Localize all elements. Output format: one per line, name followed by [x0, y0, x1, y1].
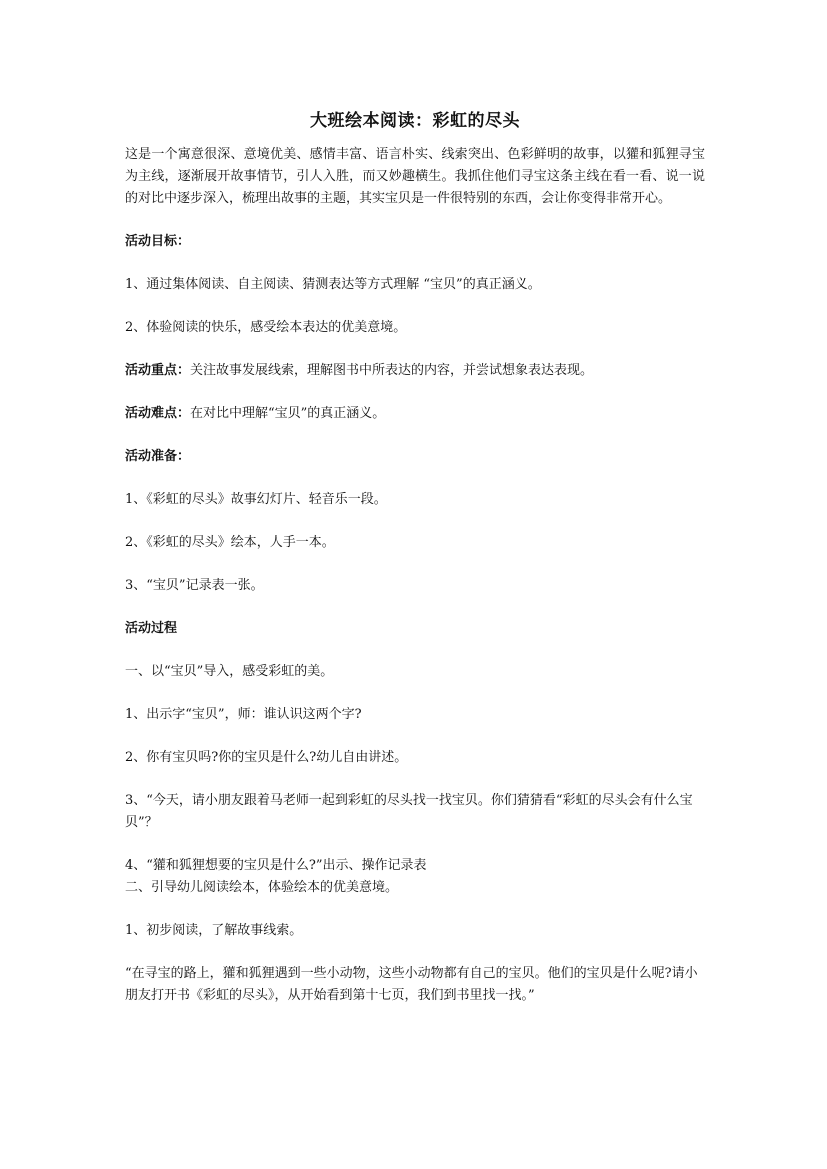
document-page	[125, 110, 705, 1007]
intro-paragraph: 这是一个寓意很深、意境优美、感情丰富、语言朴实、线索突出、色彩鲜明的故事，以獾和狐狸寻宝为主线，逐渐展开故事情节，引人入胜，而又妙趣横生。我抓住他们寻宝这条主线在看一看、说一说的对比中逐步深入，梳理出故事的主题，其实宝贝是一件很特别的东西，会让你变得非常开心。	[125, 147, 705, 206]
step-1-4: 4、“獾和狐狸想要的宝贝是什么?”出示、操作记录表	[125, 858, 427, 873]
difficulty-paragraph	[125, 403, 705, 425]
step-1-2: 2、你有宝贝吗?你的宝贝是什么?幼儿自由讲述。	[125, 750, 408, 765]
process-heading: 活动过程	[125, 621, 178, 636]
part-1-heading: 一、以“宝贝”导入，感受彩虹的美。	[125, 664, 334, 679]
focus-label: 活动重点：	[125, 363, 191, 378]
part-2-heading: 二、引导幼儿阅读绘本，体验绘本的优美意境。	[125, 880, 399, 895]
goals-heading: 活动目标：	[125, 234, 191, 249]
prep-item-3: 3、“宝贝”记录表一张。	[125, 578, 264, 593]
focus-paragraph	[125, 360, 705, 382]
prep-item-2: 2、《彩虹的尽头》绘本，人手一本。	[125, 535, 335, 550]
page-title: 大班绘本阅读：彩虹的尽头	[310, 111, 520, 131]
step-1-3: 3、“今天，请小朋友跟着马老师一起到彩虹的尽头找一找宝贝。你们猜猜看“彩虹的尽头会有什么宝贝”？	[125, 793, 693, 830]
goal-item-1: 1、通过集体阅读、自主阅读、猜测表达等方式理解 “宝贝”的真正涵义。	[125, 277, 541, 292]
step-1-1: 1、出示字“宝贝”，师：谁认识这两个字?	[125, 707, 362, 722]
quote-paragraph: “在寻宝的路上，獾和狐狸遇到一些小动物，这些小动物都有自己的宝贝。他们的宝贝是什么呢?请小朋友打开书《彩虹的尽头》，从开始看到第十七页，我们到书里找一找。”	[125, 966, 698, 1003]
difficulty-text: 在对比中理解“宝贝”的真正涵义。	[190, 406, 386, 421]
prep-heading: 活动准备：	[125, 449, 191, 464]
focus-text: 关注故事发展线索，理解图书中所表达的内容，并尝试想象表达表现。	[190, 363, 594, 378]
goal-item-2: 2、体验阅读的快乐，感受绘本表达的优美意境。	[125, 320, 407, 335]
prep-item-1: 1、《彩虹的尽头》故事幻灯片、轻音乐一段。	[125, 492, 387, 507]
difficulty-label: 活动难点：	[125, 406, 191, 421]
step-2-1: 1、初步阅读，了解故事线索。	[125, 923, 303, 938]
